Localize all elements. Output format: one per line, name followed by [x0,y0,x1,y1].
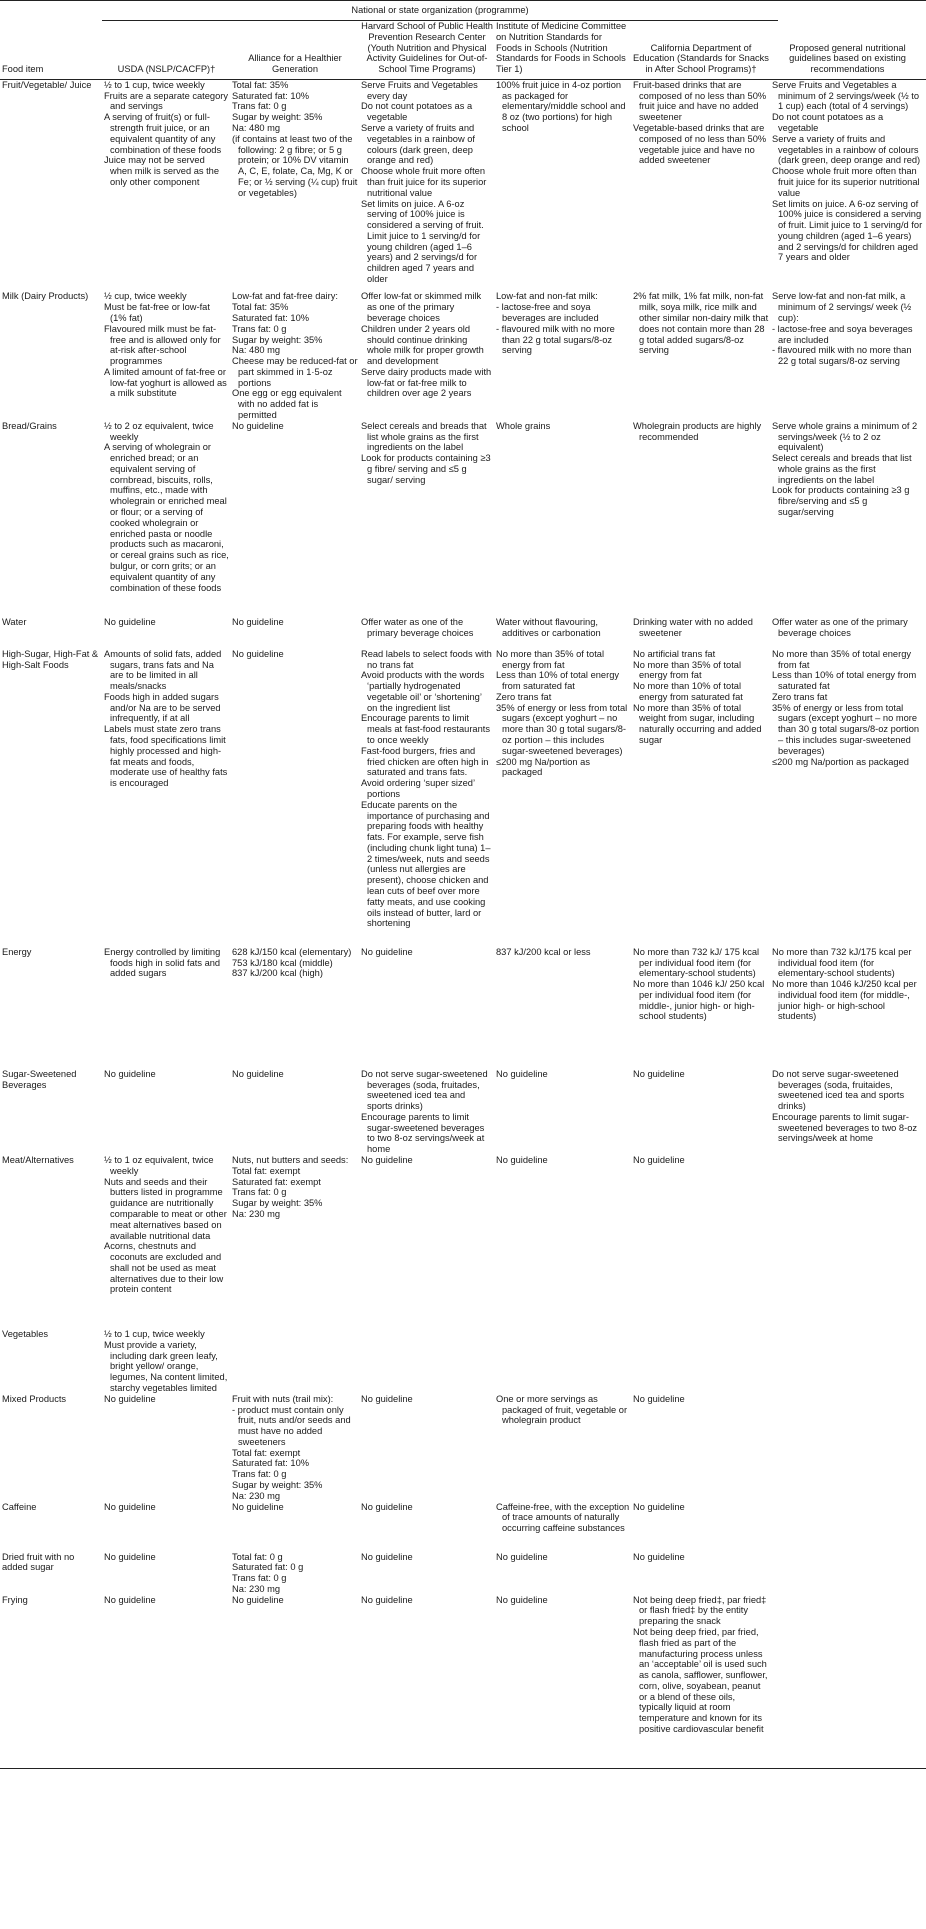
table-row [0,79,926,291]
guideline-text: Saturated fat: 0 g [232,1562,304,1573]
guideline-text: No more than 35% of total weight from sugar, including naturally occurring and added sugar [633,702,762,746]
food-item-cell: Water [2,616,27,627]
guideline-cell [104,1155,232,1329]
guideline-text: ≤200 mg Na/portion as packaged [496,756,590,778]
table-row [0,421,926,617]
guideline-text: Set limits on juice. A 6-oz serving of 100% juice is considered a serving of fruit. Limit juice to 1 serving/d for young children (aged 1–6 years) and 2 servings/d for children aged 7 years and older [361,198,484,284]
guideline-text: No guideline [633,1068,685,1079]
guideline-text: Trans fat: 0 g [232,323,287,334]
guideline-text: No guideline [361,1501,413,1512]
table-row [0,291,926,420]
guideline-text: Offer low-fat or skimmed milk as one of the primary beverage choices [361,291,482,323]
food-item-cell: Bread/Grains [2,420,57,431]
guideline-cell [104,1552,232,1595]
guideline-cell [772,1329,926,1394]
guideline-text: No more than 35% of total energy from fat [496,648,605,670]
guideline-cell [633,1552,772,1595]
guideline-text: No guideline [361,1551,413,1562]
guideline-text: Encourage parents to limit sugar-sweetened beverages to two 8-oz servings/week at home [772,1111,918,1144]
guideline-text: No guideline [104,1393,156,1404]
guideline-cell [361,1552,496,1595]
guideline-text: Look for products containing ≥3 g fibre/serving and ≤5 g sugar/serving [772,485,910,518]
guideline-text: Flavoured milk must be fat-free and is allowed only for at-risk after-school programmes [104,323,221,367]
guideline-cell [496,1329,633,1394]
column-header: Food item [0,21,104,79]
guideline-cell [361,1069,496,1155]
food-item-cell: Mixed Products [2,1393,67,1404]
guideline-cell [496,1394,633,1502]
guideline-text: Caffeine-free, with the exception of trace amounts of naturally occurring caffeine substances [496,1501,630,1534]
guideline-text: Energy controlled by limiting foods high in solid fats and added sugars [104,946,221,979]
guideline-cell [104,1595,232,1769]
guideline-cell [104,1394,232,1502]
guideline-cell [104,291,232,420]
guideline-text: Juice may not be served when milk is served as the only other component [104,155,220,187]
guideline-text: ½ to 1 cup, twice weekly [104,79,205,90]
table-row [0,617,926,649]
guideline-text: No guideline [232,1501,284,1512]
guideline-text: Less than 10% of total energy from saturated fat [496,670,620,692]
guideline-text: Offer water as one of the primary beverage choices [361,616,474,638]
guideline-text: Avoid ordering ‘super sized’ portions [361,778,475,799]
guideline-text: Serve a variety of fruits and vegetables in a rainbow of colours (dark green, deep orange and red) [361,123,476,166]
guideline-text: Do not count potatoes as a vegetable [361,101,473,123]
guideline-text: No guideline [633,1155,685,1166]
guideline-text: Serve Fruits and Vegetables a minimum of 2 servings/week (½ to 1 cup) each (total of 4 servings) [772,79,920,112]
guideline-cell [633,1502,772,1552]
table-row [0,1155,926,1329]
guideline-text: No artificial trans fat [633,648,716,659]
guideline-cell [496,421,633,617]
guideline-text: Na: 480 mg [232,345,281,356]
guideline-cell [496,1155,633,1329]
guideline-text: Fruits are a separate category and servings [104,90,229,112]
guideline-cell [772,79,926,291]
guideline-cell [772,1595,926,1769]
guideline-text: 35% of energy or less from total sugars (except yoghurt – no more than 30 g total sugars/8-oz portion – this includes sugar-sweetened beverages) [772,702,920,756]
guideline-cell [772,291,926,420]
guideline-cell [104,617,232,649]
guideline-text: No guideline [104,1594,156,1605]
guideline-cell [361,1155,496,1329]
guideline-text: No guideline [104,1501,156,1512]
guideline-text: No guideline [496,1068,548,1079]
column-header: Proposed general nutritional guidelines based on existing recommendations [772,21,926,79]
guideline-cell [104,649,232,947]
guideline-text: A serving of wholegrain or enriched bread; or an equivalent serving of cornbread, biscuits, rolls, muffins, etc., made with wholegrain or enriched meal or flour; or a serving of cooked wholegrain or enriched pasta or noodle products such as macaroni, or cereal grains such as rice, bulgur, or corn grits; or an equivalent quantity of any combination of these foods [104,442,229,593]
guideline-cell [633,1595,772,1769]
guideline-text: Not being deep fried, par fried, flash fried as part of the manufacturing process unless an ‘acceptable’ oil is used such as canola, safflower, sunflower, corn, olive, soyabean, peanut or a blend of these oils, typically liquid at room temperature and known for its positive cardiovascular benefit [633,1627,768,1735]
food-item-cell: High-Sugar, High-Fat & High-Salt Foods [2,648,99,670]
guideline-text: No more than 1046 kJ/250 kcal per individual food item (for middle-, junior high- or high-school students) [772,979,917,1022]
guideline-cell [232,421,361,617]
guideline-text: Fast-food burgers, fries and fried chicken are often high in saturated and trans fats. [361,745,489,778]
column-header: USDA (NSLP/CACFP)† [104,21,232,79]
column-header: Harvard School of Public Health Prevention Research Center (Youth Nutrition and Physical Activity Guidelines for Out-of-School Time Programs) [361,21,496,79]
guideline-cell [232,1069,361,1155]
guideline-text: No more than 10% of total energy from saturated fat [633,681,743,702]
guideline-cell [772,1552,926,1595]
guideline-text: Total fat: 35% [232,79,289,90]
guideline-text: Low-fat and fat-free dairy: [232,291,338,302]
guideline-text: Less than 10% of total energy from saturated fat [772,670,917,692]
guideline-text: No more than 35% of total energy from fat [772,648,912,670]
guideline-text: 100% fruit juice in 4-oz portion as packaged for elementary/middle school and 8 oz (two portions) for high school [496,79,626,134]
guideline-text: Read labels to select foods with no trans fat [361,648,492,670]
guideline-text: ½ to 1 cup, twice weekly [104,1329,205,1340]
guideline-text: A limited amount of fat-free or low-fat yoghurt is allowed as a milk substitute [104,366,227,399]
guideline-text: Saturated fat: 10% [232,90,310,101]
food-item-cell: Fruit/Vegetable/ Juice [2,79,92,90]
guideline-text: No guideline [361,1393,413,1404]
guideline-text: Do not count potatoes as a vegetable [772,112,884,134]
guideline-text: ½ to 2 oz equivalent, twice weekly [104,420,214,442]
guideline-cell [772,421,926,617]
guideline-text: No guideline [633,1393,685,1404]
guideline-text: Na: 230 mg [232,1583,281,1594]
guideline-cell [361,649,496,947]
guideline-text: 35% of energy or less from total sugars (except yoghurt – no more than 30 g total sugars/8-oz portion – this includes sugar-sweetened beverages) [496,702,628,756]
guideline-cell [772,1069,926,1155]
guideline-cell [496,1069,633,1155]
guideline-text: No guideline [232,1594,284,1605]
column-header-row [0,21,926,79]
guideline-cell [496,1502,633,1552]
guideline-text: Total fat: exempt [232,1447,301,1458]
guideline-cell [232,1155,361,1329]
guideline-cell [633,649,772,947]
guideline-cell [633,1394,772,1502]
guideline-cell [633,291,772,420]
column-header: California Department of Education (Standards for Snacks in After School Programs)† [633,21,772,79]
guideline-text: Choose whole fruit more often than fruit juice for its superior nutritional value [361,166,487,198]
guideline-text: Offer water as one of the primary beverage choices [772,616,908,638]
guideline-text: No guideline [496,1594,548,1605]
guideline-text: Sugar by weight: 35% [232,334,323,345]
guideline-text: - product must contain only fruit, nuts and/or seeds and must have no added sweeteners [232,1404,351,1447]
guideline-text: Saturated fat: exempt [232,1176,321,1187]
guideline-text: Acorns, chestnuts and coconuts are excluded and shall not be used as meat alternatives due to their low protein content [104,1241,224,1295]
guideline-text: No more than 35% of total energy from fat [633,659,742,681]
guideline-cell [104,1329,232,1394]
food-item-cell: Frying [0,1595,104,1769]
guideline-text: 837 kJ/200 kcal or less [496,946,591,957]
guideline-text: No guideline [232,420,284,431]
guideline-text: Children under 2 years old should continue drinking whole milk for proper growth and development [361,323,484,367]
guideline-text: (if contains at least two of the following: 2 g fibre; or 5 g protein; or 10% DV vitamin A, C, E, folate, Ca, Mg, K or Fe; or ½ serving (¼ cup) fruit or vegetables) [232,133,358,198]
guideline-text: 753 kJ/180 kcal (middle) [232,957,333,968]
guideline-text: Must provide a variety, including dark green leafy, bright yellow/ orange, legumes, Na content limited, starchy vegetables limited [104,1339,228,1393]
guideline-text: Trans fat: 0 g [232,1573,287,1584]
guideline-text: ½ cup, twice weekly [104,291,187,302]
table-row [0,1552,926,1595]
guideline-cell [104,79,232,291]
guideline-text: No more than 732 kJ/175 kcal per individual food item (for elementary-school students) [772,946,912,979]
guideline-text: Set limits on juice. A 6-oz serving of 100% juice is considered a serving of fruit. Limit juice to 1 serving/d for young children (aged 1–6 years) and 2 servings/d for children aged 7 years and older [772,198,923,263]
guideline-cell [772,1155,926,1329]
guideline-text: Nuts and seeds and their butters listed in programme guidance are nutritionally comparable to meat or other meat alternatives based on available nutritional data [104,1176,227,1241]
guideline-cell [633,421,772,617]
nutrition-guidelines-table [0,21,926,1769]
guideline-text: ½ to 1 oz equivalent, twice weekly [104,1155,214,1176]
guideline-text: Total fat: 35% [232,302,289,313]
guideline-cell [232,649,361,947]
guideline-text: One egg or egg equivalent with no added fat is permitted [232,388,342,420]
guideline-cell [361,1329,496,1394]
guideline-text: Fruit-based drinks that are composed of no less than 50% fruit juice and have no added sweetener [633,79,767,123]
guideline-cell [361,291,496,420]
guideline-text: Labels must state zero trans fats, food specifications limit highly processed and high-fat meats and foods, moderate use of healthy fats is encouraged [104,724,228,789]
column-header: Institute of Medicine Committee on Nutrition Standards for Foods in Schools (Nutrition Standards for Foods in Schools Tier 1) [496,21,633,79]
guideline-cell [361,1595,496,1769]
guideline-text: Sugar by weight: 35% [232,1479,323,1490]
guideline-cell [496,291,633,420]
guideline-text: Trans fat: 0 g [232,101,287,112]
guideline-cell [104,947,232,1069]
guideline-text: Water without flavouring, additives or carbonation [496,616,601,638]
guideline-text: - flavoured milk with no more than 22 g total sugars/8-oz serving [772,345,912,367]
guideline-cell [232,79,361,291]
guideline-text: ≤200 mg Na/portion as packaged [772,756,909,767]
guideline-text: Serve dairy products made with low-fat or fat-free milk to children over age 2 years [361,366,492,399]
guideline-text: - flavoured milk with no more than 22 g total sugars/8-oz serving [496,323,615,356]
food-item-cell: Meat/Alternatives [2,1155,74,1166]
guideline-text: Select cereals and breads that list whole grains as the first ingredients on the label [361,420,487,453]
guideline-cell [496,1595,633,1769]
guideline-text: No guideline [361,946,413,957]
guideline-text: No guideline [496,1155,548,1166]
table-row [0,947,926,1069]
guideline-text: Zero trans fat [496,691,552,702]
guideline-cell [496,79,633,291]
guideline-text: Fruit with nuts (trail mix): [232,1393,334,1404]
table-row [0,649,926,947]
column-header: Alliance for a Healthier Generation [232,21,361,79]
guideline-text: No guideline [633,1501,685,1512]
food-item-cell: Energy [2,946,32,957]
guideline-text: Select cereals and breads that list whole grains as the first ingredients on the label [772,453,912,485]
table-row [0,1329,926,1394]
guideline-text: Zero trans fat [772,691,828,702]
guideline-text: No guideline [232,648,284,659]
guideline-text: Foods high in added sugars and/or Na are to be served infrequently, if at all [104,691,221,724]
table-row [0,1595,926,1769]
guideline-text: Drinking water with no added sweetener [633,616,753,638]
guideline-text: 837 kJ/200 kcal (high) [232,968,323,979]
guideline-text: No guideline [104,1068,156,1079]
guideline-cell [104,1502,232,1552]
guideline-text: - lactose-free and soya beverages are included [772,323,913,345]
guideline-cell [232,1329,361,1394]
guideline-text: Trans fat: 0 g [232,1469,287,1480]
guideline-cell [496,649,633,947]
guideline-cell [772,1502,926,1552]
guideline-cell [361,617,496,649]
guideline-text: Serve Fruits and Vegetables every day [361,79,478,101]
guideline-text: Total fat: 0 g [232,1551,283,1562]
guideline-text: Na: 230 mg [232,1490,281,1501]
guideline-text: Serve whole grains a minimum of 2 servings/week (½ to 2 oz equivalent) [772,420,918,453]
guideline-text: Do not serve sugar-sweetened beverages (soda, fruitaides, sweetened iced tea and sports drinks) [772,1068,905,1112]
guideline-text: Total fat: exempt [232,1165,301,1176]
guideline-text: No guideline [361,1594,413,1605]
guideline-text: Serve a variety of fruits and vegetables in a rainbow of colours (dark green, deep orange and red) [772,133,921,166]
table-row [0,1069,926,1155]
guideline-text: No guideline [633,1551,685,1562]
guideline-cell [361,79,496,291]
food-item-cell: Milk (Dairy Products) [2,291,89,302]
guideline-text: Wholegrain products are highly recommended [633,420,762,442]
guideline-text: Vegetable-based drinks that are composed of no less than 50% vegetable juice and have no added sweetener [633,123,767,166]
guideline-text: Low-fat and non-fat milk: [496,291,598,302]
top-rule [0,0,926,1]
table-body [0,79,926,1768]
guideline-text: Encourage parents to limit meals at fast-food restaurants to once weekly [361,713,490,746]
guideline-text: No guideline [496,1551,548,1562]
guideline-cell [772,617,926,649]
guideline-text: A serving of fruit(s) or full-strength fruit juice, or an equivalent quantity of any combination of these foods [104,112,222,155]
guideline-cell [232,1394,361,1502]
table-row [0,1394,926,1502]
guideline-text: Saturated fat: 10% [232,312,310,323]
guideline-text: Serve low-fat and non-fat milk, a minimum of 2 servings/ week (½ cup): [772,291,912,323]
guideline-cell [633,1155,772,1329]
spanning-header: National or state organization (programme) [102,5,778,21]
guideline-cell [232,1552,361,1595]
guideline-cell [772,947,926,1069]
guideline-text: Nuts, nut butters and seeds: [232,1155,349,1166]
guideline-text: Do not serve sugar-sweetened beverages (soda, fruitades, sweetened iced tea and sports drinks) [361,1068,488,1112]
guideline-cell [633,1069,772,1155]
guideline-text: Whole grains [496,420,551,431]
guideline-cell [232,291,361,420]
guideline-text: - lactose-free and soya beverages are included [496,302,599,323]
guideline-text: No guideline [232,1068,284,1079]
guideline-text: 2% fat milk, 1% fat milk, non-fat milk, soya milk, rice milk and other similar non-dairy milk that does not contain more than 28 g total added sugars/8-oz serving [633,291,769,356]
guideline-text: No guideline [104,1551,156,1562]
guideline-cell [361,1502,496,1552]
guideline-cell [633,617,772,649]
guideline-text: Trans fat: 0 g [232,1187,287,1198]
guideline-text: No more than 732 kJ/ 175 kcal per individual food item (for elementary-school students) [633,946,760,979]
guideline-text: Look for products containing ≥3 g fibre/ serving and ≤5 g sugar/ serving [361,453,491,485]
guideline-cell [104,421,232,617]
guideline-text: Na: 480 mg [232,123,281,134]
guideline-text: No guideline [361,1155,413,1166]
guideline-cell [772,649,926,947]
guideline-text: Encourage parents to limit sugar-sweetened beverages to two 8-oz servings/week at home [361,1111,485,1155]
guideline-cell [361,1394,496,1502]
food-item-cell: Dried fruit with no added sugar [2,1551,75,1573]
guideline-text: No more than 1046 kJ/ 250 kcal per individual food item (for middle-, junior high- or high-school students) [633,979,765,1022]
guideline-cell [232,617,361,649]
food-item-cell: Vegetables [2,1329,49,1340]
guideline-cell [104,1069,232,1155]
guideline-cell [361,421,496,617]
guideline-cell [232,1595,361,1769]
guideline-cell [361,947,496,1069]
guideline-text: One or more servings as packaged of fruit, vegetable or wholegrain product [496,1393,628,1426]
guideline-text: Not being deep fried‡, par fried‡ or flash fried‡ by the entity preparing the snack [633,1594,767,1627]
guideline-text: Sugar by weight: 35% [232,1198,323,1209]
guideline-cell [633,1329,772,1394]
guideline-text: Avoid products with the words ‘partially hydrogenated vegetable oil’ or ‘shortening’ on the ingredient list [361,670,485,713]
guideline-cell [496,1552,633,1595]
guideline-text: Na: 230 mg [232,1208,281,1219]
guideline-text: Amounts of solid fats, added sugars, trans fats and Na are to be limited in all meals/snacks [104,648,222,692]
guideline-cell [772,1394,926,1502]
guideline-cell [496,617,633,649]
food-item-cell: Sugar-Sweetened Beverages [2,1068,77,1090]
guideline-text: Choose whole fruit more often than fruit juice for its superior nutritional value [772,166,920,198]
food-item-cell: Caffeine [2,1501,37,1512]
guideline-text: Educate parents on the importance of purchasing and preparing foods with healthy fats. For example, serve fish (including chunk light tuna) 1–2 times/week, nuts and seeds (unless nut allergies are present), choose chicken and lean cuts of beef over more fatty meats, and use cooking oils instead of butter, lard or shortening [361,799,491,929]
guideline-cell [633,79,772,291]
guideline-cell [496,947,633,1069]
guideline-text: No guideline [104,616,156,627]
guideline-cell [232,947,361,1069]
guideline-text: Must be fat-free or low-fat (1% fat) [104,302,210,323]
guideline-text: 628 kJ/150 kcal (elementary) [232,946,352,957]
guideline-text: Cheese may be reduced-fat or part skimmed in 1·5-oz portions [232,356,358,388]
guideline-cell [232,1502,361,1552]
guideline-cell [633,947,772,1069]
guideline-text: Sugar by weight: 35% [232,112,323,123]
guideline-text: Saturated fat: 10% [232,1458,310,1469]
guideline-text: No guideline [232,616,284,627]
table-row [0,1502,926,1552]
